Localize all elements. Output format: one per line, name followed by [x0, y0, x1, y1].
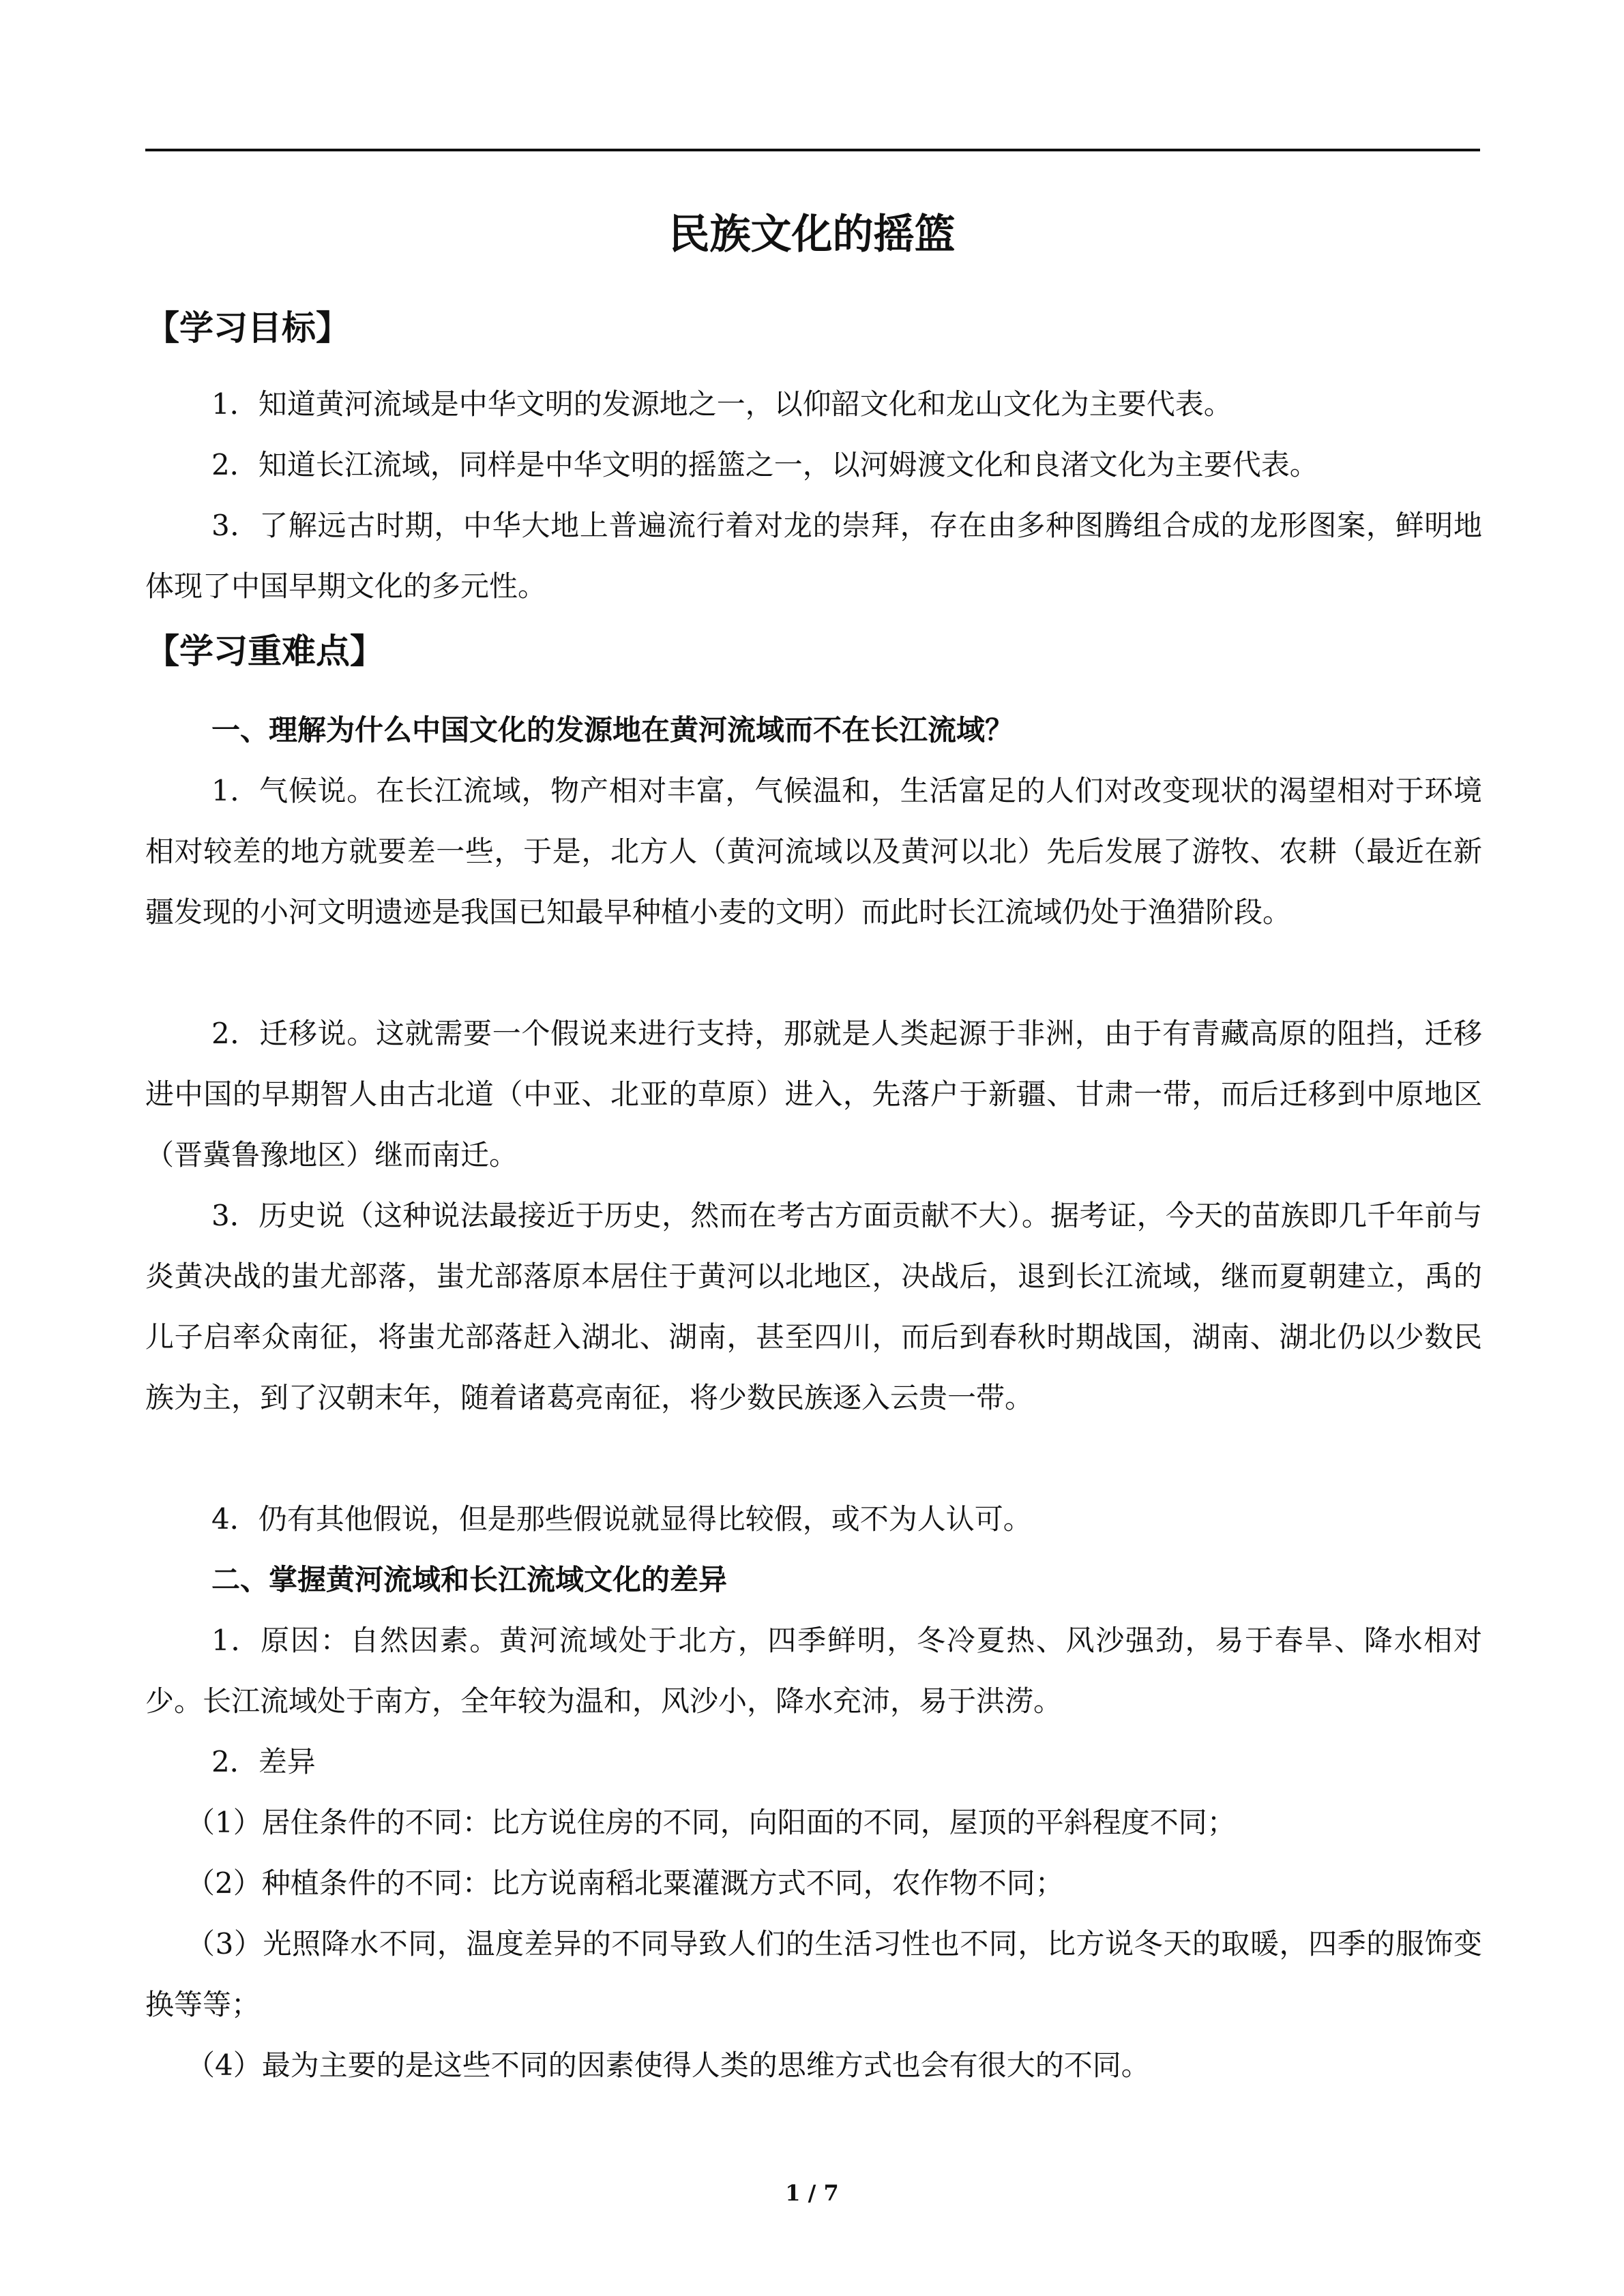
- part1-item: 2．迁移说。这就需要一个假说来进行支持，那就是人类起源于非洲，由于有青藏高原的阻挡，迁移进中国的早期智人由古北道（中亚、北亚的草原）进入，先落户于新疆、甘肃一带，而后迁移到中原地区（晋冀鲁豫地区）继而南迁。: [145, 1017, 1482, 1172]
- part1-item: 3．历史说（这种说法最接近于历史，然而在考古方面贡献不大）。据考证，今天的苗族即几千年前与炎黄决战的蚩尤部落，蚩尤部落原本居住于黄河以北地区，决战后，退到长江流域，继而夏朝建立，禹的儿子启率众南征，将蚩尤部落赶入湖北、湖南，甚至四川，而后到春秋时期战国，湖南、湖北仍以少数民族为主，到了汉朝末年，随着诸葛亮南征，将少数民族逐入云贵一带。: [145, 1199, 1482, 1414]
- objective-item: 1．知道黄河流域是中华文明的发源地之一，以仰韶文化和龙山文化为主要代表。: [211, 387, 1232, 421]
- part2-diff-item: （1）居住条件的不同：比方说住房的不同，向阳面的不同，屋顶的平斜程度不同；: [186, 1806, 1236, 1839]
- header-rule: [145, 149, 1480, 151]
- part2-diff-item: （3）光照降水不同，温度差异的不同导致人们的生活习性也不同，比方说冬天的取暖，四季的服饰变换等等；: [145, 1927, 1482, 2021]
- part2-diff-item: （4）最为主要的是这些不同的因素使得人类的思维方式也会有很大的不同。: [186, 2048, 1150, 2082]
- objective-item: 2．知道长江流域，同样是中华文明的摇篮之一，以河姆渡文化和良渚文化为主要代表。: [211, 448, 1318, 481]
- objectives-heading: 【学习目标】: [145, 308, 350, 348]
- part2-reason: 1．原因：自然因素。黄河流域处于北方，四季鲜明，冬冷夏热、风沙强劲，易于春旱、降水相对少。长江流域处于南方，全年较为温和，风沙小，降水充沛，易于洪涝。: [145, 1624, 1482, 1718]
- document-title: 民族文化的摇篮: [668, 211, 956, 258]
- key-points-heading: 【学习重难点】: [145, 631, 384, 671]
- part2-diff-label: 2．差异: [211, 1745, 316, 1778]
- objective-item: 3．了解远古时期，中华大地上普遍流行着对龙的崇拜，存在由多种图腾组合成的龙形图案，鲜明地体现了中国早期文化的多元性。: [145, 509, 1482, 603]
- part1-item: 1．气候说。在长江流域，物产相对丰富，气候温和，生活富足的人们对改变现状的渴望相对于环境相对较差的地方就要差一些，于是，北方人（黄河流域以及黄河以北）先后发展了游牧、农耕（最近在新疆发现的小河文明遗迹是我国已知最早种植小麦的文明）而此时长江流域仍处于渔猎阶段。: [145, 774, 1482, 929]
- part1-item: 4．仍有其他假说，但是那些假说就显得比较假，或不为人认可。: [211, 1502, 1032, 1536]
- page-number: 1 / 7: [785, 2180, 839, 2206]
- part2-diff-item: （2）种植条件的不同：比方说南稻北粟灌溉方式不同，农作物不同；: [186, 1866, 1064, 1900]
- part1-heading: 一、理解为什么中国文化的发源地在黄河流域而不在长江流域？: [211, 713, 1014, 747]
- part2-heading: 二、掌握黄河流域和长江流域文化的差异: [211, 1563, 728, 1596]
